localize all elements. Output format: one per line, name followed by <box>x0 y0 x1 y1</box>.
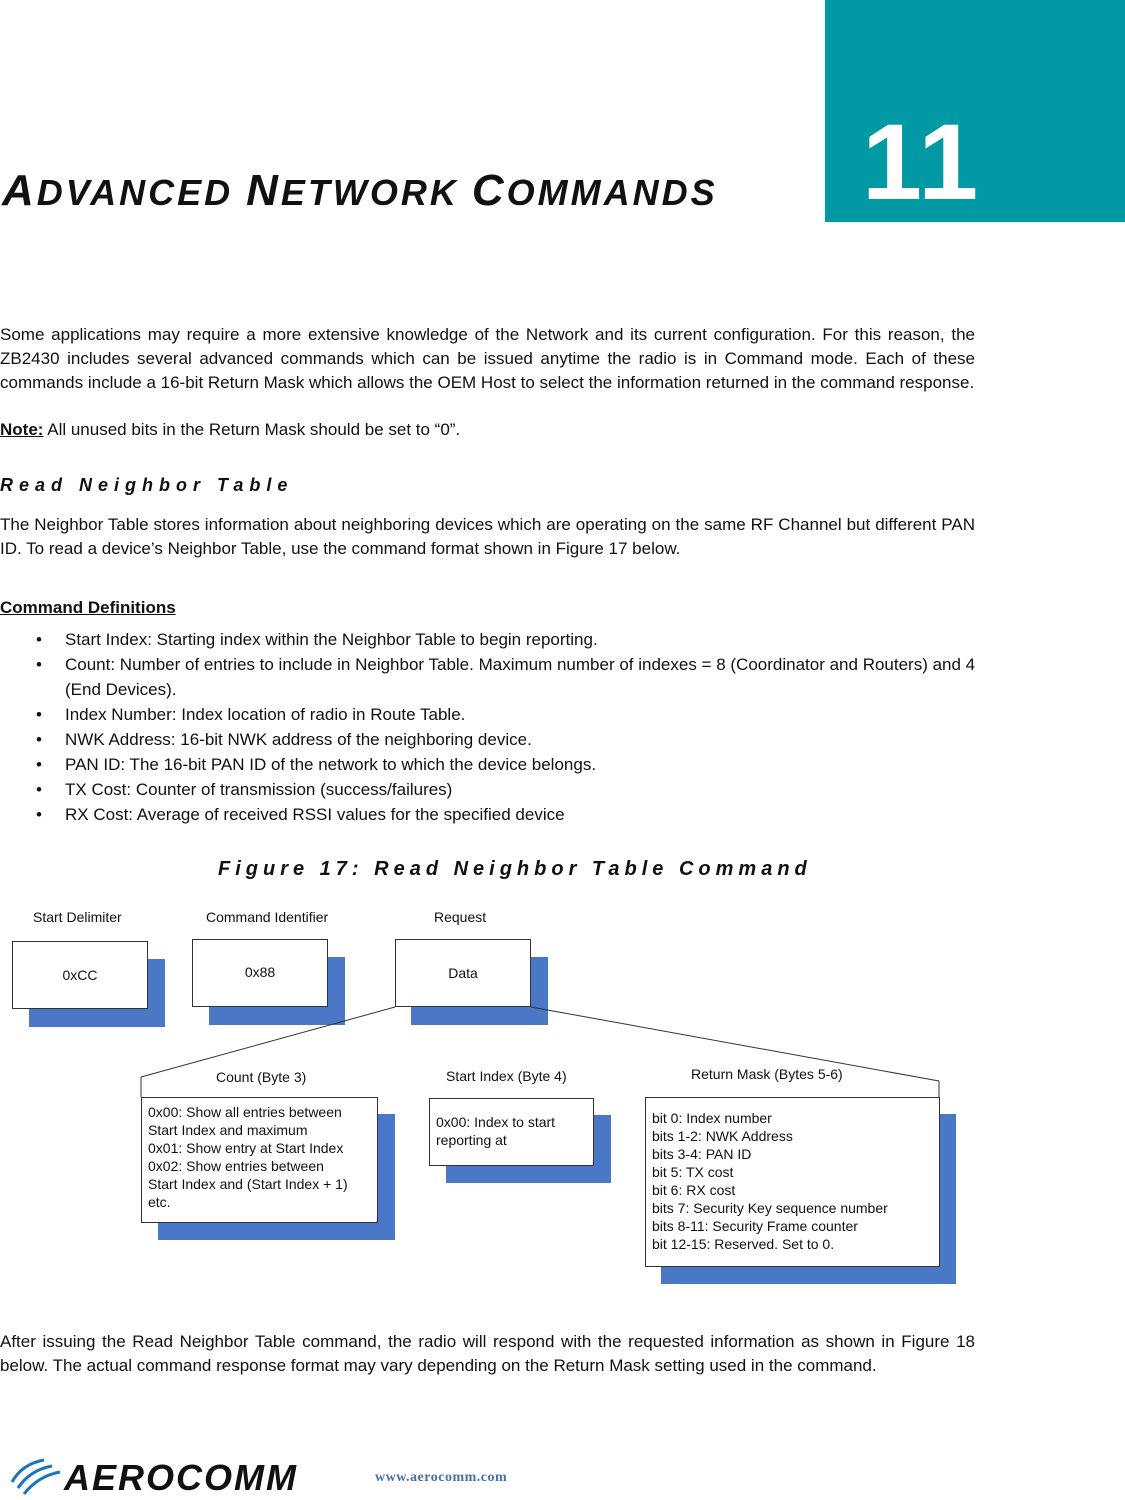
bullet-icon: • <box>36 655 42 674</box>
section-paragraph: The Neighbor Table stores information about neighboring devices which are operating on the same RF Channel but different PAN ID. To read a device’s Neighbor Table, use the command format shown in Figure 17 below. <box>0 515 975 558</box>
chapter-title-part: ETWORK <box>280 172 472 213</box>
return-mask-line: bit 5: TX cost <box>652 1164 734 1180</box>
start-index-line: 0x00: Index to start <box>436 1114 556 1130</box>
start-index-box <box>429 1098 594 1166</box>
list-item-text: RX Cost: Average of received RSSI values for the specified device <box>65 805 565 824</box>
bullet-icon: • <box>36 780 42 799</box>
list-item-text: Index Number: Index location of radio in Route Table. <box>65 705 466 724</box>
connector-line-left <box>141 1007 395 1077</box>
footer-url[interactable]: www.aerocomm.com <box>375 1470 508 1485</box>
note-label: Note: <box>0 420 44 439</box>
return-mask-line: bits 8-11: Security Frame counter <box>652 1218 858 1234</box>
command-identifier-value: 0x88 <box>244 964 276 980</box>
definitions-heading: Command Definitions <box>0 598 176 617</box>
chapter-title-part: N <box>246 166 281 215</box>
chapter-number: 11 <box>862 101 981 222</box>
section-heading: Read Neighbor Table <box>0 475 294 495</box>
count-box <box>141 1097 378 1223</box>
bullet-icon: • <box>36 630 42 649</box>
figure-caption: Figure 17: Read Neighbor Table Command <box>218 858 812 880</box>
bullet-icon: • <box>36 730 42 749</box>
return-mask-line: bit 6: RX cost <box>652 1182 736 1198</box>
list-item-text: Count: Number of entries to include in Neighbor Table. Maximum number of indexes = 8 (Coordinator and Routers) and 4 (End Devices). <box>65 655 976 699</box>
intro-paragraph: Some applications may require a more extensive knowledge of the Network and its current configuration. For this reason, the ZB2430 includes several advanced commands which can be issued anytime the radio is in Command mode. Each of these commands include a 16-bit Return Mask which allows the OEM Host to select the information returned in the command response. <box>0 325 975 392</box>
logo-text: AEROCOMM <box>64 1457 298 1498</box>
list-item-text: NWK Address: 16-bit NWK address of the neighboring device. <box>65 730 532 749</box>
return-mask-line: bits 1-2: NWK Address <box>652 1128 793 1144</box>
start-index-line: reporting at <box>436 1132 507 1148</box>
chapter-title-part: C <box>471 166 507 215</box>
count-line: Start Index and maximum <box>148 1122 308 1138</box>
list-item-text: PAN ID: The 16-bit PAN ID of the network to which the device belongs. <box>65 755 597 774</box>
list-item-text: TX Cost: Counter of transmission (success/failures) <box>65 780 453 799</box>
request-value: Data <box>448 965 478 981</box>
return-mask-line: bits 7: Security Key sequence number <box>652 1200 888 1216</box>
return-mask-label: Return Mask (Bytes 5-6) <box>691 1066 843 1082</box>
chapter-title-part: OMMANDS <box>506 172 718 213</box>
count-label: Count (Byte 3) <box>216 1069 307 1085</box>
start-delimiter-value: 0xCC <box>62 967 98 983</box>
return-mask-line: bit 12-15: Reserved. Set to 0. <box>652 1236 835 1252</box>
count-line: 0x00: Show all entries between <box>148 1104 342 1120</box>
start-delimiter-label: Start Delimiter <box>33 909 122 925</box>
bullet-icon: • <box>36 705 42 724</box>
return-mask-box <box>645 1097 940 1267</box>
command-identifier-label: Command Identifier <box>206 909 329 925</box>
aerocomm-logo <box>8 1452 368 1498</box>
start-index-label: Start Index (Byte 4) <box>446 1068 567 1084</box>
request-label: Request <box>434 909 487 925</box>
count-line: 0x02: Show entries between <box>148 1158 324 1174</box>
chapter-title-part: A <box>2 166 37 215</box>
note-text: All unused bits in the Return Mask should be set to “0”. <box>43 420 461 439</box>
after-paragraph: After issuing the Read Neighbor Table command, the radio will respond with the requested information as shown in Figure 18 below. The actual command response format may vary depending on the Return Mask setting used in the command. <box>0 1332 975 1375</box>
chapter-title-part: DVANCED <box>36 172 247 213</box>
count-line: 0x01: Show entry at Start Index <box>148 1140 344 1156</box>
return-mask-line: bit 0: Index number <box>652 1110 772 1126</box>
count-line: etc. <box>148 1194 171 1210</box>
list-item-text: Start Index: Starting index within the Neighbor Table to begin reporting. <box>65 630 598 649</box>
bullet-icon: • <box>36 755 42 774</box>
return-mask-line: bits 3-4: PAN ID <box>652 1146 752 1162</box>
count-line: Start Index and (Start Index + 1) <box>148 1176 348 1192</box>
bullet-icon: • <box>36 805 42 824</box>
